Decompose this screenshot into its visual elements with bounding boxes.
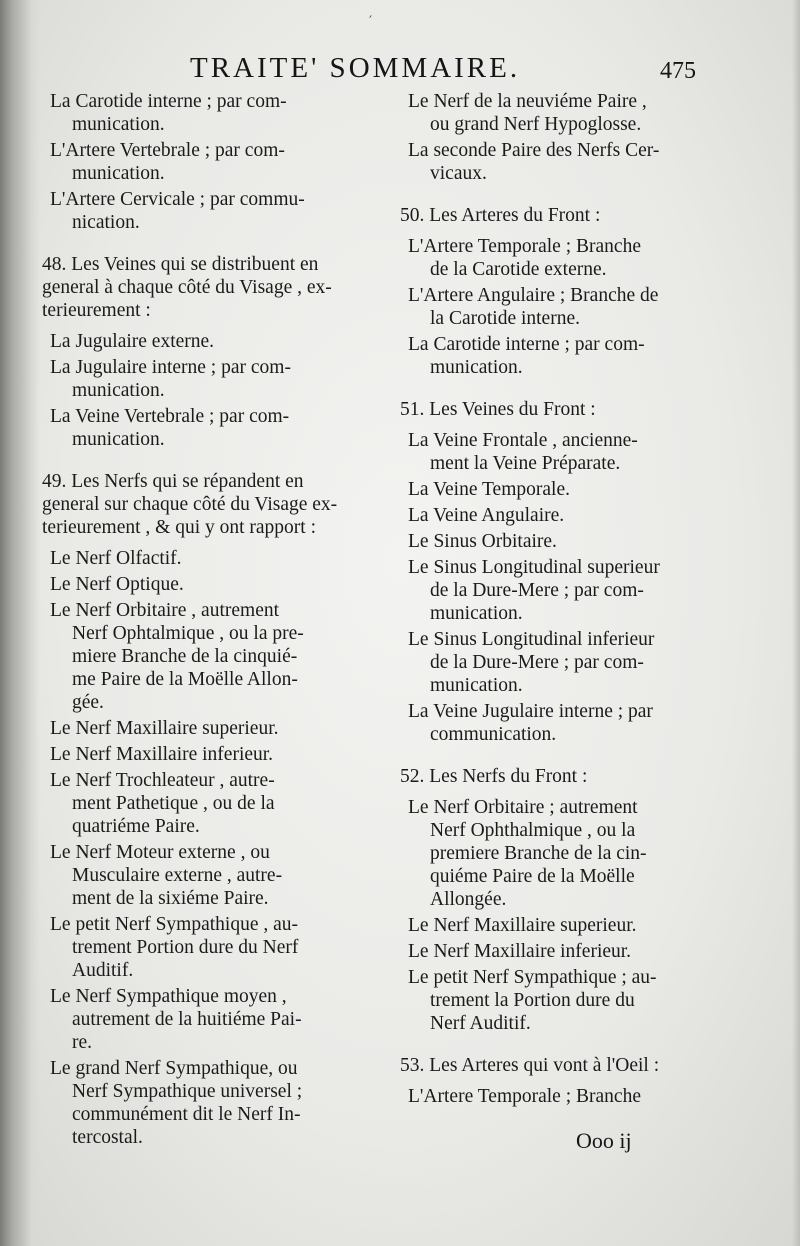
text-line: L'Artere Cervicale ; par commu- xyxy=(50,189,305,210)
text-line: communication. xyxy=(430,724,557,745)
list-entry xyxy=(400,139,720,185)
page-edge-shadow xyxy=(792,0,800,1246)
text-line: de la Dure-Mere ; par com- xyxy=(430,580,644,601)
list-entry xyxy=(42,90,382,136)
text-line: 52. Les Nerfs du Front : xyxy=(400,766,588,787)
list-entry xyxy=(400,700,720,746)
text-line: 51. Les Veines du Front : xyxy=(400,399,596,420)
right-column xyxy=(400,90,720,1111)
text-line: ment Pathetique , ou de la xyxy=(72,793,275,814)
text-line: Le Sinus Orbitaire. xyxy=(408,531,557,552)
text-line: Le Nerf Maxillaire inferieur. xyxy=(50,744,274,765)
list-entry xyxy=(42,985,382,1054)
text-line: quiéme Paire de la Moëlle xyxy=(430,866,635,887)
list-entry xyxy=(400,940,720,963)
text-line: La Jugulaire externe. xyxy=(50,331,215,352)
text-line: Nerf Sympathique universel ; xyxy=(72,1081,303,1102)
text-line: L'Artere Angulaire ; Branche de xyxy=(408,285,659,306)
text-line: Le Nerf Optique. xyxy=(50,574,184,595)
list-entry xyxy=(42,356,382,402)
text-line: munication. xyxy=(72,163,165,184)
text-line: me Paire de la Moëlle Allon- xyxy=(72,669,298,690)
text-line: trement Portion dure du Nerf xyxy=(72,937,299,958)
section-heading xyxy=(42,253,382,322)
list-entry xyxy=(42,547,382,570)
list-entry xyxy=(42,139,382,185)
text-line: La Veine Temporale. xyxy=(408,479,570,500)
list-entry xyxy=(400,429,720,475)
text-line: La Carotide interne ; par com- xyxy=(50,91,287,112)
book-spine-shadow xyxy=(0,0,40,1246)
text-line: terieurement , & qui y ont rapport : xyxy=(42,517,317,538)
text-line: de la Carotide externe. xyxy=(430,259,607,280)
text-line: general à chaque côté du Visage , ex- xyxy=(42,277,332,298)
text-line: La Carotide interne ; par com- xyxy=(408,334,645,355)
text-line: ou grand Nerf Hypoglosse. xyxy=(430,114,642,135)
list-entry xyxy=(42,573,382,596)
text-line: L'Artere Vertebrale ; par com- xyxy=(50,140,285,161)
list-entry xyxy=(400,90,720,136)
section-heading xyxy=(42,470,382,539)
text-line: Le petit Nerf Sympathique , au- xyxy=(50,914,299,935)
list-entry xyxy=(42,913,382,982)
text-line: La seconde Paire des Nerfs Cer- xyxy=(408,140,660,161)
text-line: 49. Les Nerfs qui se répandent en xyxy=(42,471,304,492)
list-entry xyxy=(400,914,720,937)
text-line: La Veine Vertebrale ; par com- xyxy=(50,406,290,427)
text-line: 53. Les Arteres qui vont à l'Oeil : xyxy=(400,1055,660,1076)
text-line: ment la Veine Préparate. xyxy=(430,453,621,474)
section-heading xyxy=(400,398,720,421)
text-line: terieurement : xyxy=(42,300,151,321)
left-column xyxy=(42,90,382,1152)
text-line: vicaux. xyxy=(430,163,487,184)
text-line: munication. xyxy=(430,357,523,378)
text-line: tercostal. xyxy=(72,1127,143,1148)
text-line: L'Artere Temporale ; Branche xyxy=(408,236,641,257)
page-number: 475 xyxy=(660,58,696,84)
running-title: TRAITE' SOMMAIRE. xyxy=(190,52,521,84)
text-line: Le Nerf Trochleateur , autre- xyxy=(50,770,275,791)
text-line: autrement de la huitiéme Pai- xyxy=(72,1009,302,1030)
list-entry xyxy=(42,599,382,714)
text-line: general sur chaque côté du Visage ex- xyxy=(42,494,338,515)
text-line: La Veine Jugulaire interne ; par xyxy=(408,701,653,722)
text-line: la Carotide interne. xyxy=(430,308,580,329)
text-line: 48. Les Veines qui se distribuent en xyxy=(42,254,319,275)
text-line: Nerf Ophtalmique , ou la pre- xyxy=(72,623,304,644)
text-line: Le Sinus Longitudinal superieur xyxy=(408,557,660,578)
text-line: Le Sinus Longitudinal inferieur xyxy=(408,629,655,650)
text-line: Le Nerf Olfactif. xyxy=(50,548,182,569)
section-heading xyxy=(400,1054,720,1077)
text-line: Le petit Nerf Sympathique ; au- xyxy=(408,967,657,988)
text-line: munication. xyxy=(72,380,165,401)
text-line: Le Nerf Sympathique moyen , xyxy=(50,986,287,1007)
text-line: munication. xyxy=(72,429,165,450)
list-entry xyxy=(42,405,382,451)
list-entry xyxy=(42,769,382,838)
text-line: ment de la sixiéme Paire. xyxy=(72,888,269,909)
signature-catchword: Ooo ij xyxy=(576,1128,632,1153)
list-entry xyxy=(400,284,720,330)
text-line: de la Dure-Mere ; par com- xyxy=(430,652,644,673)
page-header xyxy=(0,52,800,92)
text-line: munication. xyxy=(430,675,523,696)
list-entry xyxy=(400,628,720,697)
text-line: nication. xyxy=(72,212,140,233)
list-entry xyxy=(42,1057,382,1149)
text-line: La Veine Frontale , ancienne- xyxy=(408,430,638,451)
text-line: miere Branche de la cinquié- xyxy=(72,646,298,667)
text-line: Allongée. xyxy=(430,889,507,910)
text-line: La Jugulaire interne ; par com- xyxy=(50,357,291,378)
text-line: Le Nerf Orbitaire ; autrement xyxy=(408,797,638,818)
list-entry xyxy=(400,530,720,553)
text-line: Le Nerf Maxillaire inferieur. xyxy=(408,941,632,962)
text-line: La Veine Angulaire. xyxy=(408,505,565,526)
list-entry xyxy=(400,1085,720,1108)
list-entry xyxy=(400,966,720,1035)
text-line: Le Nerf de la neuviéme Paire , xyxy=(408,91,647,112)
ink-mark: ′ xyxy=(369,14,373,30)
text-line: Le Nerf Maxillaire superieur. xyxy=(50,718,279,739)
text-line: L'Artere Temporale ; Branche xyxy=(408,1086,641,1107)
text-line: Le Nerf Orbitaire , autrement xyxy=(50,600,280,621)
text-line: trement la Portion dure du xyxy=(430,990,635,1011)
section-heading xyxy=(400,204,720,227)
text-line: communément dit le Nerf In- xyxy=(72,1104,301,1125)
list-entry xyxy=(42,188,382,234)
text-line: re. xyxy=(72,1032,93,1053)
text-line: Musculaire externe , autre- xyxy=(72,865,283,886)
text-line: munication. xyxy=(430,603,523,624)
list-entry xyxy=(400,333,720,379)
text-line: Le Nerf Moteur externe , ou xyxy=(50,842,270,863)
text-line: Nerf Auditif. xyxy=(430,1013,531,1034)
section-heading xyxy=(400,765,720,788)
list-entry xyxy=(400,235,720,281)
list-entry xyxy=(42,717,382,740)
text-line: premiere Branche de la cin- xyxy=(430,843,647,864)
text-line: gée. xyxy=(72,692,104,713)
list-entry xyxy=(42,841,382,910)
text-line: Le Nerf Maxillaire superieur. xyxy=(408,915,637,936)
text-line: quatriéme Paire. xyxy=(72,816,200,837)
text-line: Le grand Nerf Sympathique, ou xyxy=(50,1058,298,1079)
list-entry xyxy=(400,504,720,527)
list-entry xyxy=(400,796,720,911)
list-entry xyxy=(400,556,720,625)
text-line: 50. Les Arteres du Front : xyxy=(400,205,601,226)
list-entry xyxy=(42,743,382,766)
text-line: Auditif. xyxy=(72,960,134,981)
text-line: Nerf Ophthalmique , ou la xyxy=(430,820,636,841)
list-entry xyxy=(400,478,720,501)
text-line: munication. xyxy=(72,114,165,135)
list-entry xyxy=(42,330,382,353)
